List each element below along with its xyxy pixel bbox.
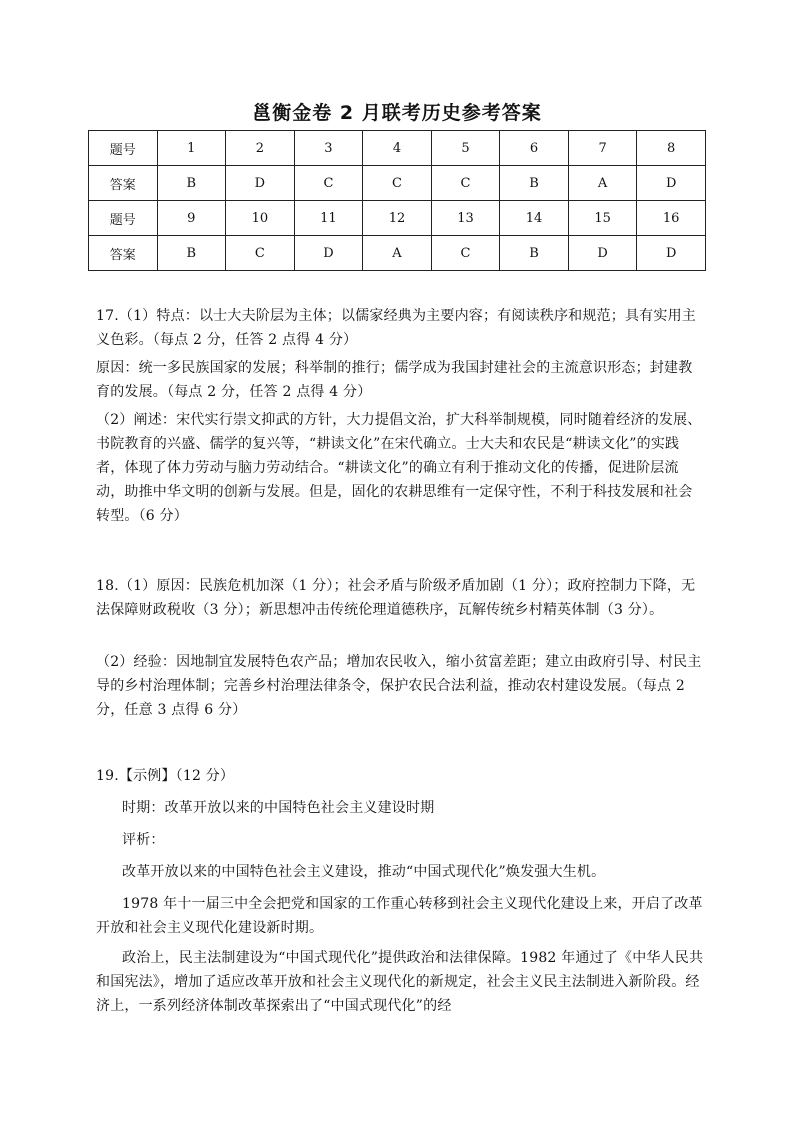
question-number-row — [89, 201, 706, 236]
question-number-cell: 8 — [637, 131, 706, 166]
answer-cell: D — [226, 166, 295, 201]
answer-cell: C — [431, 236, 500, 271]
answer-row — [89, 166, 706, 201]
question-number-cell: 15 — [568, 201, 637, 236]
q19-period: 时期：改革开放以来的中国特色社会主义建设时期 — [122, 800, 435, 816]
q17-part1-features: 17.（1）特点：以士大夫阶层为主体；以儒家经典为主要内容；有阅读秩序和规范；具有实用主义色彩。（每点 2 分，任答 2 点得 4 分） — [96, 308, 696, 348]
answer-cell: C — [294, 166, 363, 201]
q19-header: 19.【示例】（12 分） — [96, 768, 235, 784]
question-number-cell: 14 — [500, 201, 569, 236]
answer-cell: B — [157, 236, 226, 271]
q17-part1-reasons: 原因：统一多民族国家的发展；科举制的推行；儒学成为我国封建社会的主流意识形态；封建教育的发展。（每点 2 分，任答 2 点得 4 分） — [96, 360, 693, 400]
q18-part1-reasons: 18.（1）原因：民族危机加深（1 分）；社会矛盾与阶级矛盾加剧（1 分）；政府控制力下降，无法保障财政税收（3 分）；新思想冲击传统伦理道德秩序，瓦解传统乡村精英体制（3 分）。 — [96, 578, 696, 618]
question-number-cell: 7 — [568, 131, 637, 166]
row-header-cell: 题号 — [89, 131, 158, 166]
row-header-cell: 答案 — [89, 236, 158, 271]
answer-cell: D — [637, 236, 706, 271]
q19-paragraph-3: 政治上，民主法制建设为“中国式现代化”提供政治和法律保障。1982 年通过了《中华人民共和国宪法》，增加了适应改革开放和社会主义现代化的新规定，社会主义民主法制进入新阶段。经济上，一系列经济体制改革探索出了“中国式现代化”的经 — [96, 950, 704, 1014]
answer-cell: B — [500, 166, 569, 201]
question-number-cell: 11 — [294, 201, 363, 236]
answer-cell: C — [363, 166, 432, 201]
q19-analysis-label: 评析： — [122, 832, 165, 848]
row-header-cell: 题号 — [89, 201, 158, 236]
page-title: 邕衡金卷 2 月联考历史参考答案 — [252, 102, 542, 124]
row-header-cell: 答案 — [89, 166, 158, 201]
question-number-cell: 5 — [431, 131, 500, 166]
question-number-cell: 3 — [294, 131, 363, 166]
answer-cell: B — [157, 166, 226, 201]
question-number-row — [89, 131, 706, 166]
question-number-cell: 4 — [363, 131, 432, 166]
question-number-cell: 12 — [363, 201, 432, 236]
answer-cell: B — [500, 236, 569, 271]
q19-paragraph-1: 改革开放以来的中国特色社会主义建设，推动“中国式现代化”焕发强大生机。 — [122, 864, 606, 880]
answer-table — [88, 130, 706, 271]
answer-row — [89, 236, 706, 271]
answer-cell: C — [226, 236, 295, 271]
question-number-cell: 10 — [226, 201, 295, 236]
answer-cell: C — [431, 166, 500, 201]
q17-part2-explanation: （2）阐述：宋代实行崇文抑武的方针，大力提倡文治，扩大科举制规模，同时随着经济的发展、书院教育的兴盛、儒学的复兴等，“耕读文化”在宋代确立。士大夫和农民是“耕读文化”的实践者，体现了体力劳动与脑力劳动结合。“耕读文化”的确立有利于推动文化的传播，促进阶层流动，助推中华文明的创新与发展。但是，固化的农耕思维有一定保守性，不利于科技发展和社会转型。（6 分） — [96, 412, 702, 524]
question-number-cell: 13 — [431, 201, 500, 236]
question-number-cell: 16 — [637, 201, 706, 236]
q19-paragraph-2: 1978 年十一届三中全会把党和国家的工作重心转移到社会主义现代化建设上来，开启了改革开放和社会主义现代化建设新时期。 — [96, 896, 703, 936]
question-number-cell: 1 — [157, 131, 226, 166]
answer-cell: D — [568, 236, 637, 271]
question-number-cell: 2 — [226, 131, 295, 166]
question-number-cell: 6 — [500, 131, 569, 166]
answer-cell: D — [294, 236, 363, 271]
question-number-cell: 9 — [157, 201, 226, 236]
q18-part2-experience: （2）经验：因地制宜发展特色农产品；增加农民收入，缩小贫富差距；建立由政府引导、村民主导的乡村治理体制；完善乡村治理法律条令，保护农民合法利益，推动农村建设发展。（每点 2 分，任意 3 点得 6 分） — [96, 654, 702, 718]
answer-cell: D — [637, 166, 706, 201]
answer-cell: A — [363, 236, 432, 271]
answer-cell: A — [568, 166, 637, 201]
